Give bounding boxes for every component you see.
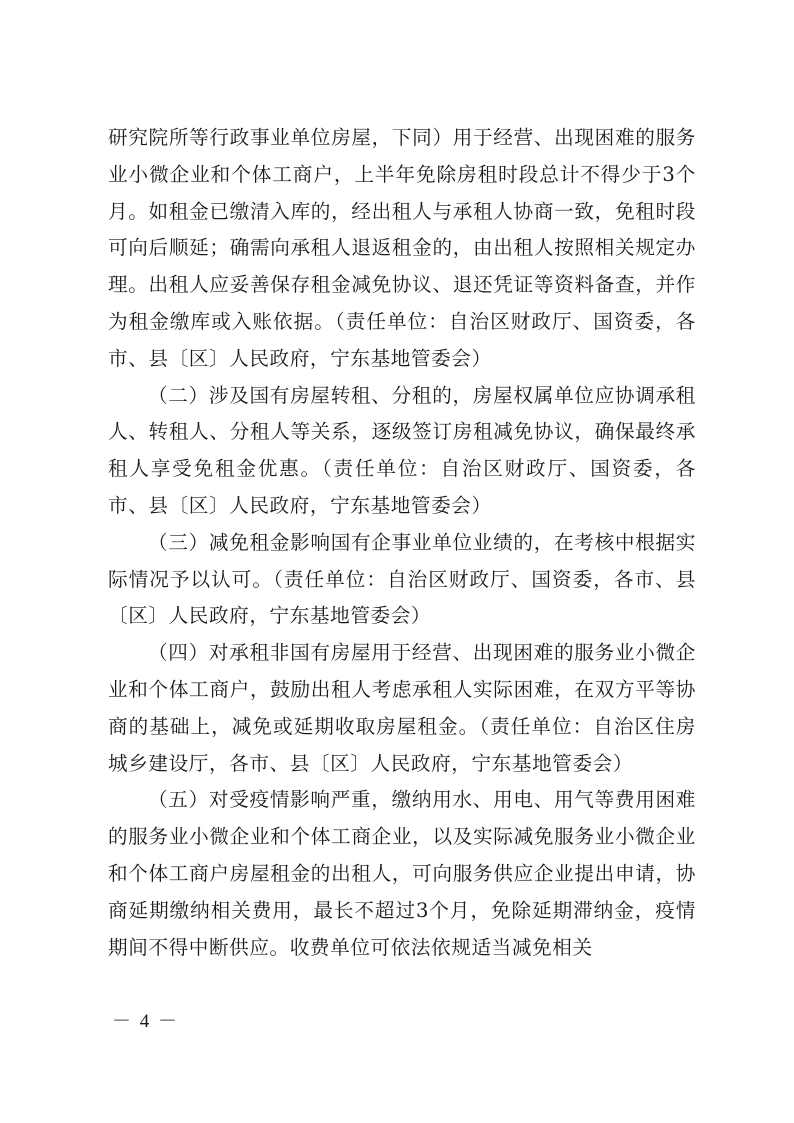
paragraph-item-2: （二）涉及国有房屋转租、分租的，房屋权属单位应协调承租人、转租人、分租人等关系，逐级签订房租减免协议，确保最终承租人享受免租金优惠。（责任单位：自治区财政厅、国资委，各市、县〔区〕人民政府，宁东基地管委会） — [108, 383, 696, 517]
paragraph-item-3: （三）减免租金影响国有企事业单位业绩的，在考核中根据实际情况予以认可。（责任单位：自治区财政厅、国资委，各市、县〔区〕人民政府，宁东基地管委会） — [108, 530, 696, 628]
page-number: － 4 － — [112, 1011, 180, 1032]
paragraph-item-5: （五）对受疫情影响严重，缴纳用水、用电、用气等费用困难的服务业小微企业和个体工商企业，以及实际减免服务业小微企业和个体工商户房屋租金的出租人，可向服务供应企业提出申请，协商延期缴纳相关费用，最长不超过3个月，免除延期滞纳金，疫情期间不得中断供应。收费单位可依法依规适当减免相关 — [108, 788, 696, 959]
document-body — [108, 120, 696, 966]
paragraph-item-4: （四）对承租非国有房屋用于经营、出现困难的服务业小微企业和个体工商户，鼓励出租人考虑承租人实际困难，在双方平等协商的基础上，减免或延期收取房屋租金。（责任单位：自治区住房城乡建设厅，各市、县〔区〕人民政府，宁东基地管委会） — [108, 641, 696, 775]
paragraph-continued: 研究院所等行政事业单位房屋，下同）用于经营、出现困难的服务业小微企业和个体工商户，上半年免除房租时段总计不得少于3个月。如租金已缴清入库的，经出租人与承租人协商一致，免租时段可向后顺延；确需向承租人退返租金的，由出租人按照相关规定办理。出租人应妥善保存租金减免协议、退还凭证等资料备查，并作为租金缴库或入账依据。（责任单位：自治区财政厅、国资委，各市、县〔区〕人民政府，宁东基地管委会） — [108, 126, 696, 370]
